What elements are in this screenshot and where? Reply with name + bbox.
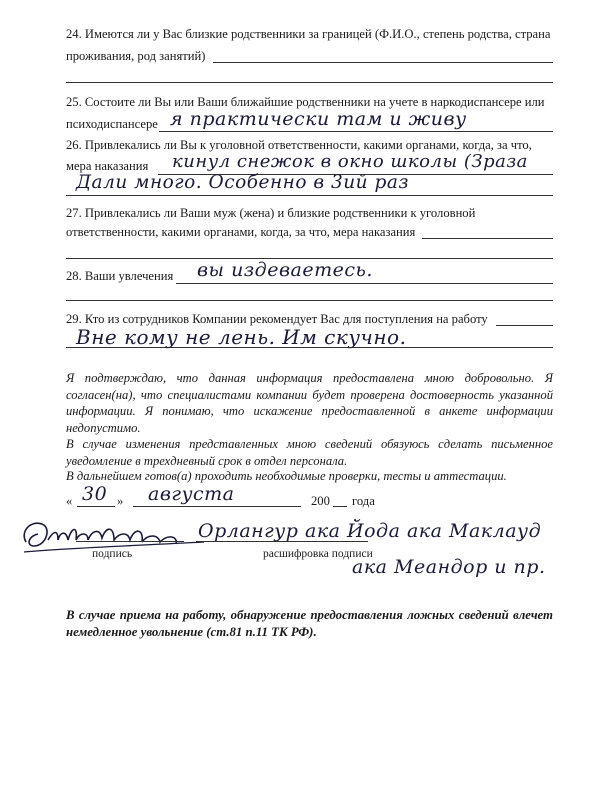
date-month-line — [133, 506, 301, 507]
q26-text-line2: мера наказания — [66, 159, 149, 173]
signature-line — [76, 541, 184, 542]
q27-text-line1: 27. Привлекались ли Ваши муж (жена) и близкие родственники к уголовной — [66, 206, 476, 220]
q26-handwritten-answer-1: кинул снежок в окно школы (Зраза — [172, 151, 528, 172]
confirmation-paragraph-2: В случае изменения представленных мною сведений обязуюсь сделать письменное уведомление в трехдневный срок в отдел персонала. — [66, 437, 553, 468]
date-year-prefix: 200 — [311, 494, 330, 508]
q29-label: 29. Кто из сотрудников Компании рекомендует Вас для поступления на работу — [66, 312, 488, 326]
q26-answer-line-2 — [66, 195, 553, 196]
date-day: 30 — [82, 483, 108, 505]
q25-answer-line — [159, 131, 553, 132]
date-open-quote: « — [66, 494, 73, 508]
date-year-line — [333, 506, 347, 507]
signature-label: подпись — [92, 548, 133, 560]
q29-handwritten-answer: Вне кому не лень. Им скучно. — [76, 325, 407, 349]
q25-text-line2: психодиспансере — [66, 117, 158, 131]
q28-answer-line-1 — [176, 283, 553, 284]
confirmation-paragraph-3: В дальнейшем готов(а) проходить необходимые проверки, тесты и аттестации. — [66, 469, 507, 483]
q26-text-line1: 26. Привлекались ли Вы к уголовной ответственности, какими органами, когда, за что, — [66, 138, 532, 152]
q28-label: 28. Ваши увлечения — [66, 269, 174, 283]
q24-text-line2: проживания, род занятий) — [66, 49, 206, 63]
confirmation-paragraph-1: Я подтверждаю, что данная информация предоставлена мною добровольно. Я согласен(на), что специалистами компании будет проверена достоверность указанной информации. Я понимаю, что искажение предоставленной в анкете информации недопустимо. — [66, 371, 553, 435]
q24-answer-line-1 — [213, 62, 553, 63]
date-day-line — [77, 506, 115, 507]
q25-handwritten-answer: я практически там и живу — [170, 108, 467, 130]
q29-answer-line-1 — [496, 325, 553, 326]
q24-answer-line-2 — [66, 82, 553, 83]
date-close-quote: » — [117, 494, 124, 508]
q26-handwritten-answer-2: Дали много. Особенно в 3ий раз — [76, 172, 409, 193]
signature-decoding-label: расшифровка подписи — [263, 548, 373, 560]
q27-text-line2: ответственности, какими органами, когда, за что, мера наказания — [66, 225, 416, 239]
q24-text-line1: 24. Имеются ли у Вас близкие родственники за границей (Ф.И.О., степень родства, страна — [66, 27, 551, 41]
signature-decoding-handwritten-line2: ака Меандор и пр. — [352, 556, 546, 578]
q28-answer-line-2 — [66, 300, 553, 301]
q25-text-line1: 25. Состоите ли Вы или Ваши ближайшие родственники на учете в наркодиспансере или — [66, 95, 545, 109]
signature-decoding-handwritten-line1: Орлангур ака Йода ака Маклауд — [198, 520, 542, 542]
date-year-suffix: года — [352, 494, 375, 508]
warning-notice: В случае приема на работу, обнаружение предоставления ложных сведений влечет немедленное увольнение (ст.81 п.11 ТК РФ). — [66, 608, 553, 639]
q27-answer-line-1 — [422, 238, 553, 239]
q28-handwritten-answer: вы издеваетесь. — [197, 259, 373, 281]
date-month: августа — [148, 483, 235, 505]
